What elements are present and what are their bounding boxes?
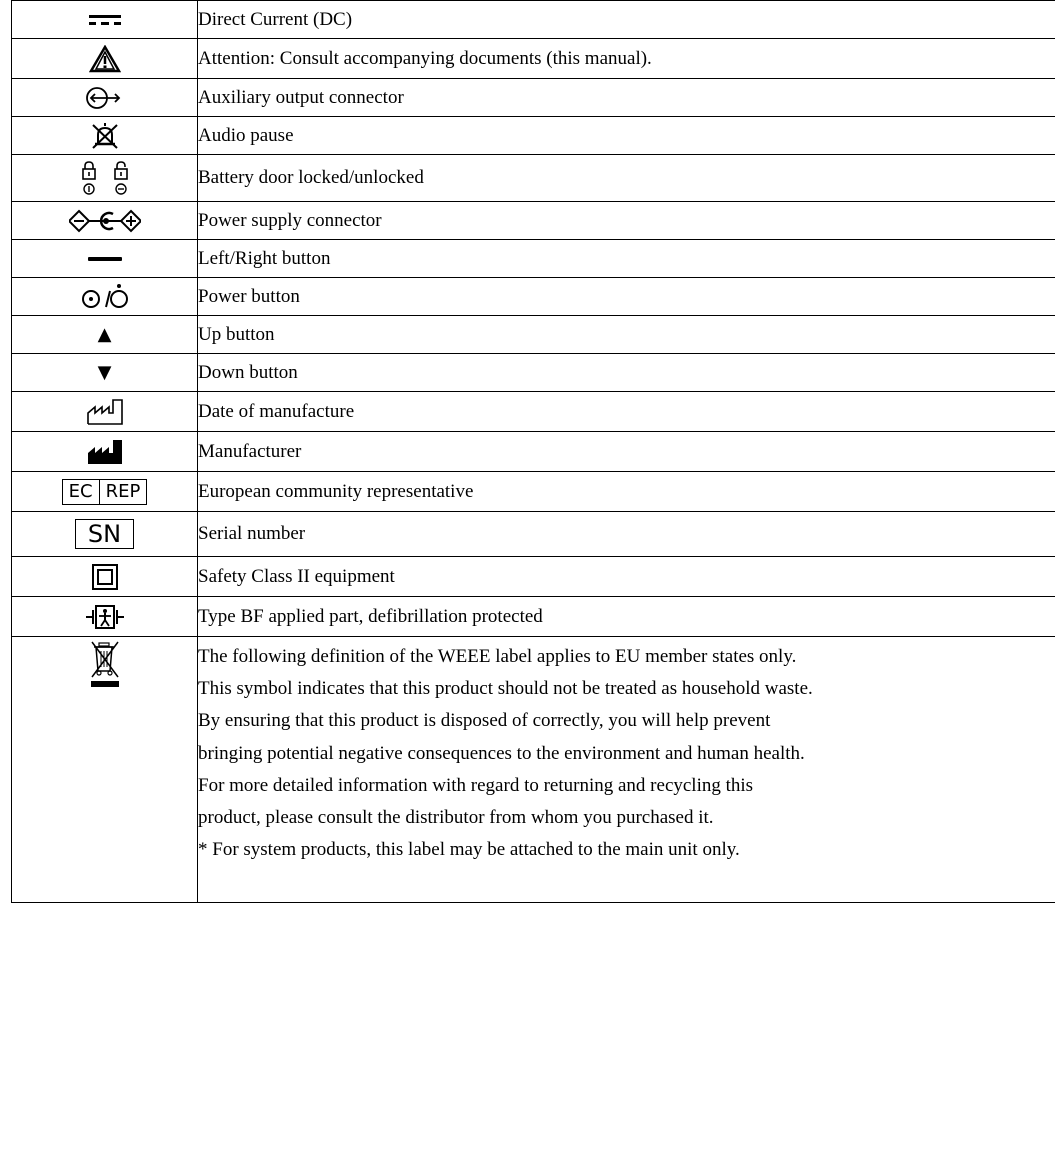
manufacturer-icon bbox=[12, 439, 197, 465]
left-right-button-icon bbox=[12, 255, 197, 263]
table-row bbox=[12, 39, 1055, 79]
symbol-cell bbox=[12, 472, 198, 512]
type-bf-icon bbox=[12, 604, 197, 630]
description-cell: Date of manufacture bbox=[198, 392, 1055, 432]
description-cell: Power supply connector bbox=[198, 202, 1055, 240]
description-cell: Safety Class II equipment bbox=[198, 557, 1055, 597]
symbols-table bbox=[11, 0, 1055, 903]
description-cell: Direct Current (DC) bbox=[198, 1, 1055, 39]
table-row bbox=[12, 316, 1055, 354]
up-triangle-icon: ▲ bbox=[97, 323, 112, 345]
serial-number-icon: SN bbox=[75, 519, 134, 549]
symbol-cell bbox=[12, 240, 198, 278]
table-row bbox=[12, 117, 1055, 155]
table-row bbox=[12, 278, 1055, 316]
symbol-cell bbox=[12, 155, 198, 202]
description-cell: Audio pause bbox=[198, 117, 1055, 155]
table-row bbox=[12, 1, 1055, 39]
description-cell: Manufacturer bbox=[198, 432, 1055, 472]
audio-pause-icon bbox=[12, 122, 197, 150]
direct-current-icon bbox=[12, 13, 197, 27]
table-row bbox=[12, 240, 1055, 278]
table-row bbox=[12, 79, 1055, 117]
symbol-cell bbox=[12, 354, 198, 392]
symbol-cell bbox=[12, 79, 198, 117]
table-row bbox=[12, 472, 1055, 512]
symbol-cell bbox=[12, 202, 198, 240]
description-cell: Left/Right button bbox=[198, 240, 1055, 278]
symbol-cell bbox=[12, 432, 198, 472]
battery-door-lock-icon bbox=[12, 160, 197, 196]
table-row bbox=[12, 392, 1055, 432]
description-cell: Battery door locked/unlocked bbox=[198, 155, 1055, 202]
symbol-cell bbox=[12, 39, 198, 79]
symbol-cell bbox=[12, 278, 198, 316]
table-row bbox=[12, 202, 1055, 240]
class-ii-icon bbox=[12, 564, 197, 590]
down-triangle-icon: ▼ bbox=[97, 361, 112, 383]
weee-description-cell bbox=[198, 637, 1055, 903]
power-supply-connector-icon bbox=[12, 209, 197, 233]
description-cell: Down button bbox=[198, 354, 1055, 392]
symbol-cell bbox=[12, 117, 198, 155]
description-cell: Attention: Consult accompanying documents (this manual). bbox=[198, 39, 1055, 79]
table-row bbox=[12, 512, 1055, 557]
table-row bbox=[12, 557, 1055, 597]
weee-line: By ensuring that this product is disposed of correctly, you will help prevent bbox=[198, 710, 771, 732]
weee-line: bringing potential negative consequences to the environment and human health. bbox=[198, 742, 805, 764]
ec-rep-icon bbox=[62, 479, 148, 505]
auxiliary-output-icon bbox=[12, 86, 197, 110]
description-cell: Power button bbox=[198, 278, 1055, 316]
description-cell: Type BF applied part, defibrillation protected bbox=[198, 597, 1055, 637]
symbol-cell bbox=[12, 512, 198, 557]
weee-line: For more detailed information with regard to returning and recycling this bbox=[198, 774, 754, 796]
table-row bbox=[12, 155, 1055, 202]
table-row bbox=[12, 597, 1055, 637]
symbol-cell bbox=[12, 1, 198, 39]
table-row bbox=[12, 432, 1055, 472]
description-cell: Up button bbox=[198, 316, 1055, 354]
weee-line: The following definition of the WEEE label applies to EU member states only. bbox=[198, 646, 797, 667]
description-cell: Auxiliary output connector bbox=[198, 79, 1055, 117]
weee-icon bbox=[12, 637, 197, 689]
weee-line: This symbol indicates that this product should not be treated as household waste. bbox=[198, 678, 813, 700]
symbol-cell bbox=[12, 637, 198, 903]
table-row bbox=[12, 637, 1055, 903]
rep-label: REP bbox=[99, 480, 147, 504]
weee-line: product, please consult the distributor from whom you purchased it. bbox=[198, 807, 714, 829]
description-cell: European community representative bbox=[198, 472, 1055, 512]
symbol-cell bbox=[12, 557, 198, 597]
power-button-icon bbox=[12, 283, 197, 311]
date-of-manufacture-icon bbox=[12, 399, 197, 425]
symbol-cell bbox=[12, 316, 198, 354]
description-cell: Serial number bbox=[198, 512, 1055, 557]
symbol-cell bbox=[12, 597, 198, 637]
ec-label: EC bbox=[68, 480, 93, 502]
weee-line: * For system products, this label may be attached to the main unit only. bbox=[198, 839, 740, 861]
attention-icon bbox=[12, 45, 197, 73]
symbol-cell bbox=[12, 392, 198, 432]
table-row bbox=[12, 354, 1055, 392]
